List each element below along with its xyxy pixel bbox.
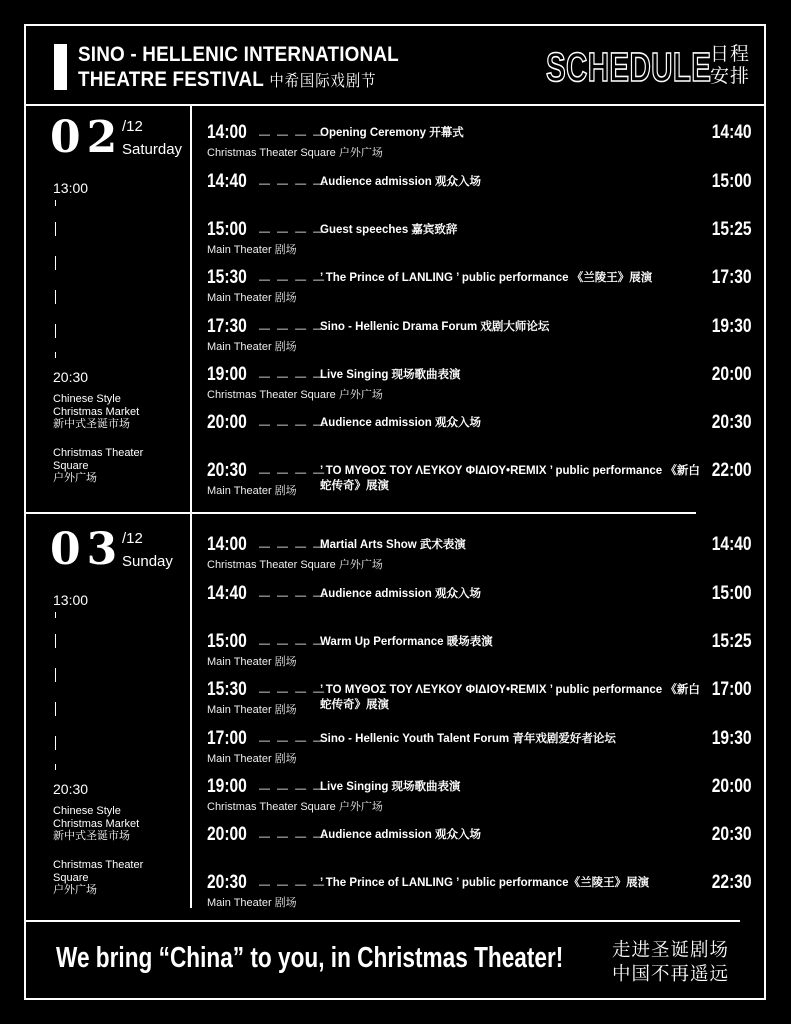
- event-title: Live Singing 现场歌曲表演: [320, 369, 461, 381]
- event-dashes: — — — —: [259, 467, 327, 479]
- day2-column-divider: [190, 512, 192, 908]
- schedule-event: [207, 679, 752, 719]
- event-end-time: 20:00: [712, 776, 752, 797]
- schedule-event: [207, 824, 752, 864]
- event-dashes: — — — —: [259, 590, 327, 602]
- day1-column-divider: [190, 104, 192, 514]
- header-divider: [24, 104, 766, 106]
- event-start-time: 20:30: [207, 872, 247, 893]
- event-dashes: — — — —: [259, 178, 327, 190]
- event-dashes: — — — —: [259, 879, 327, 891]
- slogan-cn-line2: 中国不再遥远: [612, 963, 730, 984]
- event-title: Opening Ceremony 开幕式: [320, 127, 464, 139]
- timeline-dash: [55, 256, 56, 270]
- event-end-time: 17:30: [712, 267, 752, 288]
- event-venue: Christmas Theater Square 户外广场: [207, 801, 383, 813]
- day-weekday: Saturday: [122, 141, 183, 158]
- side-end-time: 20:30: [53, 369, 89, 385]
- location-note: [53, 447, 173, 485]
- market-note-line: 新中式圣诞市场: [53, 418, 130, 430]
- schedule-event: [207, 316, 752, 356]
- location-note-line: Christmas Theater: [53, 859, 144, 871]
- event-end-time: 17:00: [712, 679, 752, 700]
- event-title: Martial Arts Show 武术表演: [320, 539, 466, 551]
- market-note-line: Christmas Market: [53, 405, 140, 418]
- event-end-time: 20:30: [712, 824, 752, 845]
- event-end-time: 22:30: [712, 872, 752, 893]
- timeline-dash: [55, 222, 56, 236]
- festival-title: [78, 42, 399, 94]
- schedule-event: [207, 412, 752, 452]
- timeline-dash: [55, 290, 56, 304]
- event-end-time: 15:00: [712, 583, 752, 604]
- slogan-en: We bring “China” to you, in Christmas Theater!: [56, 942, 564, 974]
- event-venue: Main Theater 剧场: [207, 897, 297, 909]
- side-end-time: 20:30: [53, 781, 89, 797]
- event-dashes: — — — —: [259, 274, 327, 286]
- event-dashes: — — — —: [259, 226, 327, 238]
- schedule-heading: SCHEDULE: [546, 44, 712, 90]
- side-start-time: 13:00: [53, 592, 89, 608]
- event-title: Guest speeches 嘉宾致辞: [320, 224, 458, 236]
- slogan-cn-line1: 走进圣诞剧场: [612, 939, 730, 960]
- timeline-dash: [55, 736, 56, 750]
- event-end-time: 14:40: [712, 122, 752, 143]
- event-start-time: 15:30: [207, 267, 247, 288]
- schedule-heading-cn: 日程安排: [710, 44, 751, 87]
- day-month: /12: [122, 118, 143, 135]
- event-title: Audience admission 观众入场: [320, 588, 482, 600]
- event-end-time: 15:25: [712, 631, 752, 652]
- schedule-event: [207, 583, 752, 623]
- festival-title-line1: SINO - HELLENIC INTERNATIONAL: [78, 43, 399, 66]
- timeline-dash: [55, 702, 56, 716]
- market-note-line: Chinese Style: [53, 805, 121, 817]
- event-end-time: 19:30: [712, 728, 752, 749]
- day-weekday: Sunday: [122, 553, 173, 570]
- schedule-event: [207, 631, 752, 671]
- event-end-time: 19:30: [712, 316, 752, 337]
- festival-title-line2: THEATRE FESTIVAL: [78, 68, 264, 91]
- event-venue: Main Theater 剧场: [207, 341, 297, 353]
- event-end-time: 15:00: [712, 171, 752, 192]
- event-title: Live Singing 现场歌曲表演: [320, 781, 461, 793]
- schedule-event: [207, 534, 752, 574]
- event-venue: Main Theater 剧场: [207, 485, 297, 497]
- event-dashes: — — — —: [259, 638, 327, 650]
- event-start-time: 19:00: [207, 364, 247, 385]
- event-dashes: — — — —: [259, 419, 327, 431]
- event-end-time: 20:30: [712, 412, 752, 433]
- event-venue: Main Theater 剧场: [207, 656, 297, 668]
- market-note: [53, 805, 173, 843]
- timeline-dash: [55, 634, 56, 648]
- event-venue: Main Theater 剧场: [207, 704, 297, 716]
- location-note: [53, 859, 173, 897]
- schedule-event: [207, 872, 752, 912]
- festival-title-cn: 中希国际戏剧节: [269, 73, 377, 90]
- event-title: Audience admission 观众入场: [320, 829, 482, 841]
- market-note-line: Chinese Style: [53, 393, 121, 405]
- market-note-line: Christmas Market: [53, 817, 140, 830]
- timeline-dash: [55, 612, 56, 618]
- location-note-line: Christmas Theater: [53, 447, 144, 459]
- event-dashes: — — — —: [259, 129, 327, 141]
- event-venue: Christmas Theater Square 户外广场: [207, 559, 383, 571]
- event-venue: Christmas Theater Square 户外广场: [207, 147, 383, 159]
- event-start-time: 15:30: [207, 679, 247, 700]
- event-title: ’ ΤΟ ΜΥΘΟΣ ΤΟΥ ΛΕΥΚΟΥ ΦΙΔΙΟΥ•REMIX ’ public performance 《新白蛇传奇》展演: [320, 684, 700, 711]
- event-title: Sino - Hellenic Youth Talent Forum 青年戏剧爱好者论坛: [320, 733, 616, 745]
- event-title: Warm Up Performance 暖场表演: [320, 636, 493, 648]
- event-dashes: — — — —: [259, 735, 327, 747]
- event-dashes: — — — —: [259, 323, 327, 335]
- timeline-dash: [55, 668, 56, 682]
- event-start-time: 19:00: [207, 776, 247, 797]
- event-venue: Main Theater 剧场: [207, 753, 297, 765]
- event-title: Audience admission 观众入场: [320, 417, 482, 429]
- slogan-cn: [612, 938, 752, 986]
- event-dashes: — — — —: [259, 831, 327, 843]
- event-title: ’ The Prince of LANLING ’ public performance 《兰陵王》展演: [320, 272, 653, 284]
- schedule-event: [207, 267, 752, 307]
- event-title: Sino - Hellenic Drama Forum 戏剧大师论坛: [320, 321, 550, 333]
- event-start-time: 20:00: [207, 412, 247, 433]
- schedule-event: [207, 460, 752, 500]
- market-note-line: 新中式圣诞市场: [53, 830, 130, 842]
- schedule-event: [207, 728, 752, 768]
- event-end-time: 20:00: [712, 364, 752, 385]
- footer-divider: [24, 920, 740, 922]
- event-title: ’ ΤΟ ΜΥΘΟΣ ΤΟΥ ΛΕΥΚΟΥ ΦΙΔΙΟΥ•REMIX ’ public performance 《新白蛇传奇》展演: [320, 465, 700, 492]
- event-start-time: 14:00: [207, 534, 247, 555]
- timeline-dash: [55, 352, 56, 358]
- event-dashes: — — — —: [259, 541, 327, 553]
- event-venue: Main Theater 剧场: [207, 244, 297, 256]
- event-venue: Main Theater 剧场: [207, 292, 297, 304]
- timeline-dash: [55, 200, 56, 206]
- event-end-time: 14:40: [712, 534, 752, 555]
- schedule-event: [207, 171, 752, 211]
- schedule-event: [207, 219, 752, 259]
- side-start-time: 13:00: [53, 180, 89, 196]
- event-venue: Christmas Theater Square 户外广场: [207, 389, 383, 401]
- schedule-event: [207, 364, 752, 404]
- event-end-time: 15:25: [712, 219, 752, 240]
- event-start-time: 14:00: [207, 122, 247, 143]
- location-note-line: Square: [53, 459, 89, 472]
- day-divider: [24, 512, 696, 514]
- event-title: ’ The Prince of LANLING ’ public performance《兰陵王》展演: [320, 877, 650, 889]
- event-dashes: — — — —: [259, 686, 327, 698]
- logo-bar: [54, 44, 67, 90]
- event-start-time: 17:00: [207, 728, 247, 749]
- event-start-time: 20:00: [207, 824, 247, 845]
- event-start-time: 15:00: [207, 219, 247, 240]
- day-number: 02: [50, 112, 124, 163]
- day-number: 03: [50, 524, 124, 575]
- market-note: [53, 393, 173, 431]
- event-start-time: 17:30: [207, 316, 247, 337]
- event-title: Audience admission 观众入场: [320, 176, 482, 188]
- day-month: /12: [122, 530, 143, 547]
- schedule-event: [207, 122, 752, 162]
- event-dashes: — — — —: [259, 371, 327, 383]
- event-start-time: 15:00: [207, 631, 247, 652]
- timeline-dash: [55, 324, 56, 338]
- location-note-line: Square: [53, 871, 89, 884]
- event-end-time: 22:00: [712, 460, 752, 481]
- timeline-dash: [55, 764, 56, 770]
- event-start-time: 14:40: [207, 583, 247, 604]
- event-dashes: — — — —: [259, 783, 327, 795]
- event-start-time: 20:30: [207, 460, 247, 481]
- location-note-line: 户外广场: [53, 884, 97, 896]
- location-note-line: 户外广场: [53, 472, 97, 484]
- event-start-time: 14:40: [207, 171, 247, 192]
- schedule-event: [207, 776, 752, 816]
